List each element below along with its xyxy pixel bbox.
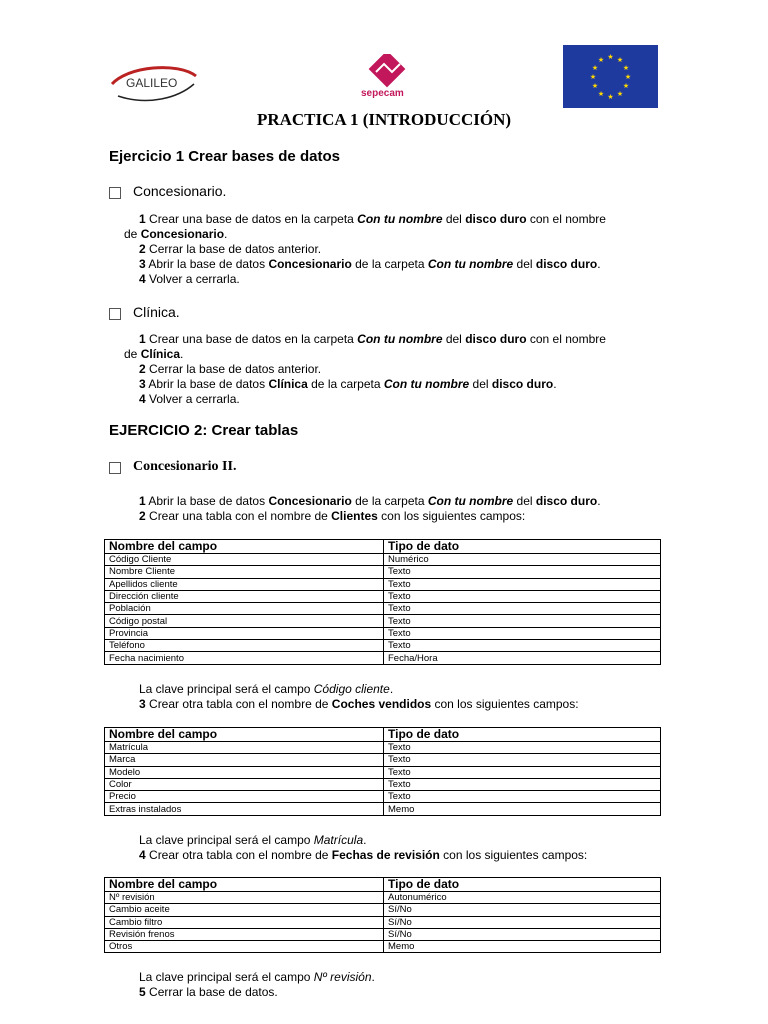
cell: Provincia <box>105 627 384 639</box>
table-row <box>105 892 661 904</box>
table-row <box>105 916 661 928</box>
svg-text:★: ★ <box>589 73 597 81</box>
header-tipo: Tipo de dato <box>384 728 661 742</box>
step-text: La clave principal será el campo <box>139 970 314 984</box>
cell: Autonumérico <box>384 892 661 904</box>
cell: Precio <box>105 791 384 803</box>
db-name: Concesionario <box>268 257 352 271</box>
option-clinica: Clínica. <box>133 304 180 320</box>
step-number: 3 <box>139 377 146 391</box>
cell: Texto <box>384 766 661 778</box>
cell: Texto <box>384 578 661 590</box>
key-field: Código cliente <box>313 682 390 696</box>
table-header-row <box>105 728 661 742</box>
step-text: Cerrar la base de datos anterior. <box>145 242 322 256</box>
step-number: 4 <box>139 272 146 286</box>
table-row <box>105 554 661 566</box>
cell: Dirección cliente <box>105 590 384 602</box>
galileo-logo <box>108 62 200 106</box>
revisiones-table <box>104 877 661 953</box>
step-text: . <box>371 970 375 984</box>
header-tipo: Tipo de dato <box>384 878 661 892</box>
key-note-2 <box>139 833 366 847</box>
svg-text:★: ★ <box>616 90 624 98</box>
db-name: Concesionario <box>268 494 352 508</box>
cell: Color <box>105 778 384 790</box>
svg-text:★: ★ <box>597 90 605 98</box>
step-3 <box>139 377 557 391</box>
step-text: del <box>469 377 492 391</box>
key-field: Matrícula <box>313 833 364 847</box>
cell: Código Cliente <box>105 554 384 566</box>
db-name: Clínica <box>268 377 308 391</box>
page-title: PRACTICA 1 (INTRODUCCIÓN) <box>256 110 512 129</box>
step-number: 4 <box>139 392 146 406</box>
step-text: con el nombre <box>526 212 606 226</box>
key-note-3 <box>139 970 375 984</box>
step-number: 2 <box>139 362 146 376</box>
svg-text:★: ★ <box>607 93 614 101</box>
cell: Revisión frenos <box>105 928 384 940</box>
cell: Teléfono <box>105 640 384 652</box>
header-nombre: Nombre del campo <box>105 540 384 554</box>
option-concesionario-ii: Concesionario II. <box>133 459 237 474</box>
step-text: Cerrar la base de datos. <box>145 985 278 999</box>
cell: Código postal <box>105 615 384 627</box>
svg-text:★: ★ <box>597 56 605 64</box>
table-row <box>105 928 661 940</box>
option-concesionario: Concesionario. <box>133 183 227 199</box>
table-row <box>105 566 661 578</box>
step-number: 3 <box>139 257 146 271</box>
key-field: Nº revisión <box>313 970 372 984</box>
step-1 <box>139 494 601 508</box>
step-number: 1 <box>139 332 146 346</box>
step-text: Abrir la base de datos <box>145 494 269 508</box>
sepecam-logo-text: sepecam <box>361 88 404 99</box>
checkbox-icon <box>109 308 121 320</box>
step-text: Crear una tabla con el nombre de <box>145 509 332 523</box>
step-text: con los siguientes campos: <box>439 848 588 862</box>
step-text: . <box>363 833 367 847</box>
table-row <box>105 615 661 627</box>
step-text: de la carpeta <box>351 257 428 271</box>
cell: Numérico <box>384 554 661 566</box>
cell: Fecha/Hora <box>384 652 661 664</box>
cell: Fecha nacimiento <box>105 652 384 664</box>
db-name: Concesionario <box>140 227 225 241</box>
folder-name: Con tu nombre <box>427 257 514 271</box>
clientes-table <box>104 539 661 665</box>
cell: Texto <box>384 590 661 602</box>
folder-name: Con tu nombre <box>357 332 443 346</box>
cell: Población <box>105 603 384 615</box>
cell: Modelo <box>105 766 384 778</box>
table-row <box>105 904 661 916</box>
step-text: con los siguientes campos: <box>431 697 579 711</box>
ejercicio2-heading: EJERCICIO 2: Crear tablas <box>109 422 299 439</box>
step-text: Cerrar la base de datos anterior. <box>145 362 322 376</box>
step-text: Volver a cerrarla. <box>145 392 240 406</box>
step-text: de <box>124 227 141 241</box>
cell: Texto <box>384 627 661 639</box>
cell: Extras instalados <box>105 803 384 815</box>
ejercicio1-heading: Ejercicio 1 Crear bases de datos <box>109 148 340 165</box>
cell: Memo <box>384 803 661 815</box>
table-row <box>105 803 661 815</box>
step-number: 1 <box>139 212 146 226</box>
cell: Texto <box>384 742 661 754</box>
step-text: Crear una base de datos en la carpeta <box>145 332 358 346</box>
svg-text:★: ★ <box>624 73 632 81</box>
table-name: Coches vendidos <box>331 697 432 711</box>
cell: Nombre Cliente <box>105 566 384 578</box>
step-5 <box>139 985 278 999</box>
table-row <box>105 754 661 766</box>
table-row <box>105 742 661 754</box>
step-text: del <box>442 212 466 226</box>
step-text: . <box>180 347 184 361</box>
cell: Sí/No <box>384 904 661 916</box>
table-row <box>105 640 661 652</box>
step-4 <box>139 848 587 862</box>
svg-text:★: ★ <box>622 82 630 90</box>
step-text: Crear una base de datos en la carpeta <box>145 212 358 226</box>
header-nombre: Nombre del campo <box>105 878 384 892</box>
checkbox-icon <box>109 187 121 199</box>
step-text: . <box>224 227 228 241</box>
disk-name: disco duro <box>535 257 598 271</box>
step-text: Volver a cerrarla. <box>145 272 240 286</box>
step-3 <box>139 697 579 711</box>
cell: Otros <box>105 941 384 953</box>
table-row <box>105 578 661 590</box>
svg-text:★: ★ <box>591 64 599 72</box>
table-name: Fechas de revisión <box>331 848 440 862</box>
cell: Sí/No <box>384 916 661 928</box>
coches-table <box>104 727 661 816</box>
step-text: con el nombre <box>526 332 606 346</box>
cell: Texto <box>384 778 661 790</box>
table-row <box>105 590 661 602</box>
cell: Nº revisión <box>105 892 384 904</box>
disk-name: disco duro <box>491 377 554 391</box>
cell: Texto <box>384 640 661 652</box>
step-2 <box>139 509 525 523</box>
step-text: con los siguientes campos: <box>377 509 526 523</box>
step-text: Crear otra tabla con el nombre de <box>145 848 332 862</box>
step-number: 2 <box>139 509 146 523</box>
step-3 <box>139 257 601 271</box>
cell: Texto <box>384 791 661 803</box>
folder-name: Con tu nombre <box>427 494 514 508</box>
step-number: 2 <box>139 242 146 256</box>
step-number: 4 <box>139 848 146 862</box>
step-number: 1 <box>139 494 146 508</box>
cell: Texto <box>384 566 661 578</box>
disk-name: disco duro <box>465 212 527 226</box>
step-1 <box>139 332 606 346</box>
table-header-row <box>105 878 661 892</box>
table-row <box>105 766 661 778</box>
step-1-cont <box>124 347 183 361</box>
step-number: 3 <box>139 697 146 711</box>
table-name: Clientes <box>331 509 378 523</box>
checkbox-icon <box>109 462 121 474</box>
header-tipo: Tipo de dato <box>384 540 661 554</box>
svg-text:★: ★ <box>616 56 624 64</box>
disk-name: disco duro <box>535 494 598 508</box>
step-text: . <box>597 257 601 271</box>
cell: Apellidos cliente <box>105 578 384 590</box>
step-text: del <box>513 257 536 271</box>
cell: Cambio aceite <box>105 904 384 916</box>
table-row <box>105 791 661 803</box>
cell: Cambio filtro <box>105 916 384 928</box>
step-text: . <box>389 682 394 696</box>
step-text: La clave principal será el campo <box>139 833 314 847</box>
cell: Sí/No <box>384 928 661 940</box>
step-text: del <box>442 332 466 346</box>
step-4 <box>139 392 240 406</box>
svg-text:★: ★ <box>607 53 614 61</box>
cell: Texto <box>384 603 661 615</box>
table-row <box>105 603 661 615</box>
header-nombre: Nombre del campo <box>105 728 384 742</box>
table-row <box>105 652 661 664</box>
cell: Matrícula <box>105 742 384 754</box>
table-row <box>105 627 661 639</box>
eu-flag-logo <box>563 45 658 108</box>
step-text: La clave principal será el campo <box>139 682 314 696</box>
cell: Texto <box>384 754 661 766</box>
step-text: de la carpeta <box>351 494 428 508</box>
svg-text:★: ★ <box>622 64 630 72</box>
step-number: 5 <box>139 985 146 999</box>
step-text: de <box>124 347 141 361</box>
table-row <box>105 778 661 790</box>
step-text: Crear otra tabla con el nombre de <box>145 697 332 711</box>
cell: Texto <box>384 615 661 627</box>
step-text: de la carpeta <box>307 377 384 391</box>
step-text: . <box>597 494 601 508</box>
folder-name: Con tu nombre <box>357 212 443 226</box>
step-2 <box>139 362 321 376</box>
cell: Memo <box>384 941 661 953</box>
step-text: Abrir la base de datos <box>145 377 269 391</box>
galileo-logo-text: GALILEO <box>126 76 178 90</box>
key-note-1 <box>139 682 393 696</box>
step-4 <box>139 272 240 286</box>
step-text: del <box>513 494 536 508</box>
table-row <box>105 941 661 953</box>
step-1 <box>139 212 606 226</box>
cell: Marca <box>105 754 384 766</box>
step-2 <box>139 242 321 256</box>
disk-name: disco duro <box>465 332 527 346</box>
step-text: . <box>553 377 557 391</box>
folder-name: Con tu nombre <box>383 377 470 391</box>
step-text: Abrir la base de datos <box>145 257 269 271</box>
svg-text:★: ★ <box>591 82 599 90</box>
step-1-cont <box>124 227 227 241</box>
db-name: Clínica <box>140 347 181 361</box>
table-header-row <box>105 540 661 554</box>
